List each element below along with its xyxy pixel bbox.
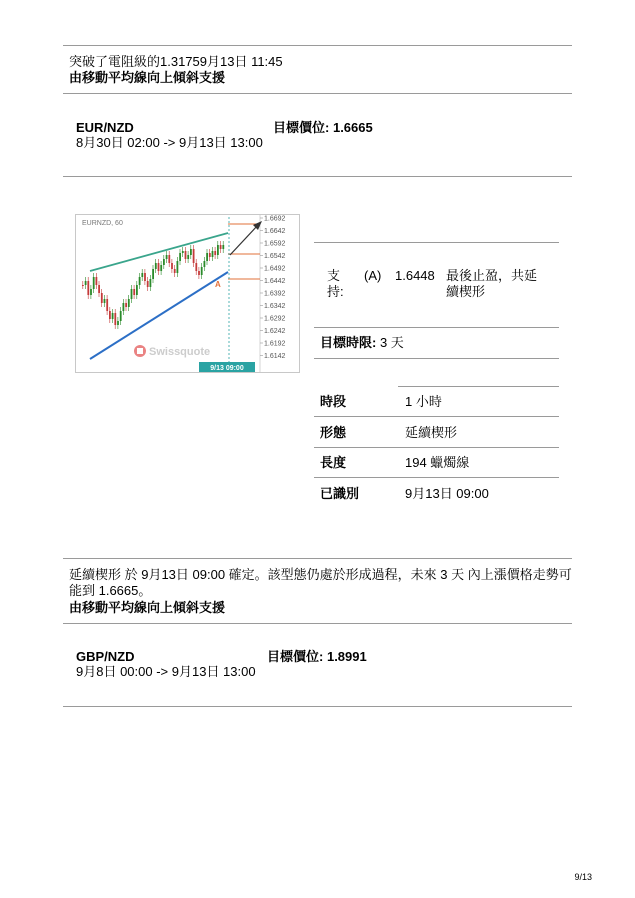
divider <box>63 558 572 559</box>
y-tick-label: 1.6492 <box>264 265 286 273</box>
candle-body <box>96 277 98 285</box>
target-price <box>267 649 367 665</box>
support-value: 1.6448 <box>395 268 435 283</box>
info-row-value: 延續楔形 <box>405 424 458 440</box>
candle-body <box>123 303 125 311</box>
candle-body <box>160 265 162 271</box>
candle-body <box>106 299 108 311</box>
candle-body <box>152 269 154 279</box>
target-price-value: 1.8991 <box>326 649 367 664</box>
point-a-label: A <box>215 280 221 289</box>
support-note-line1: 最後止盈，共延 <box>446 268 538 283</box>
candle-body <box>179 253 181 261</box>
info-row-label: 長度 <box>320 455 347 470</box>
date-range: 8月30日 02:00 -> 9月13日 13:00 <box>76 135 263 150</box>
divider <box>63 706 572 707</box>
price-chart <box>75 214 300 373</box>
candle-body <box>128 299 130 307</box>
page-number: 9/13 <box>574 872 592 882</box>
swissquote-logo <box>134 345 210 358</box>
candle-body <box>82 285 84 286</box>
candle-body <box>214 251 216 255</box>
candle-body <box>222 245 224 249</box>
candle-body <box>87 281 89 295</box>
candle-body <box>112 313 114 319</box>
candle-body <box>168 255 170 263</box>
candle-body <box>198 271 200 275</box>
divider <box>314 327 559 328</box>
target-period <box>320 335 404 351</box>
y-tick-label: 1.6242 <box>264 328 286 335</box>
candle-body <box>109 311 111 319</box>
candle-body <box>201 267 203 275</box>
divider <box>314 358 559 359</box>
divider <box>314 416 559 417</box>
candle-body <box>187 255 189 259</box>
candle-body <box>171 263 173 269</box>
candle-body <box>98 285 100 293</box>
info-row-label: 形態 <box>320 424 347 440</box>
y-tick-label: 1.6292 <box>264 315 286 323</box>
candle-body <box>204 261 206 267</box>
divider <box>63 176 572 177</box>
info-row-value: 9月13日 09:00 <box>405 485 489 501</box>
candle-body <box>139 277 141 285</box>
divider <box>63 45 572 46</box>
candle-body <box>104 299 106 303</box>
support-point: (A) <box>364 268 382 283</box>
support-note-line2: 續楔形 <box>446 284 486 299</box>
candle-body <box>206 253 208 261</box>
candle-body <box>114 313 116 325</box>
candle-body <box>193 249 195 263</box>
chart-svg <box>76 215 299 372</box>
info-row-value: 1 小時 <box>405 394 442 409</box>
candle-body <box>166 255 168 259</box>
chart-symbol-label: EURNZD, 60 <box>82 220 123 227</box>
candle-body <box>120 311 122 321</box>
divider <box>398 386 559 387</box>
target-arrow <box>230 225 258 255</box>
candle-body <box>212 251 214 257</box>
candle-body <box>155 263 157 269</box>
target-price-label: 目標價位: <box>267 649 324 664</box>
candle-body <box>150 279 152 287</box>
candle-body <box>158 263 160 271</box>
candle-body <box>185 251 187 259</box>
target-period-value: 3 天 <box>379 335 404 350</box>
candle-body <box>136 285 138 295</box>
divider <box>63 93 572 94</box>
description-line1: 延續楔形 於 9月13日 09:00 確定。該型態仍處於形成過程，未來 3 天 內上漲價格走勢可 <box>69 567 572 582</box>
divider <box>314 447 559 448</box>
info-row-label: 時段 <box>320 394 347 409</box>
candle-body <box>209 253 211 257</box>
pair-name: EUR/NZD <box>76 120 134 135</box>
divider <box>314 242 559 243</box>
divider <box>314 477 559 478</box>
candle-body <box>174 269 176 273</box>
support-note <box>446 268 537 300</box>
candle-body <box>190 249 192 255</box>
y-tick-label: 1.6692 <box>264 215 286 223</box>
candle-body <box>85 281 87 285</box>
candle-body <box>117 321 119 325</box>
y-tick-label: 1.6542 <box>264 253 286 260</box>
target-price-value: 1.6665 <box>332 120 373 135</box>
date-range: 9月8日 00:00 -> 9月13日 13:00 <box>76 664 256 679</box>
divider <box>63 623 572 624</box>
candle-body <box>144 273 146 281</box>
candle-body <box>163 259 165 265</box>
y-tick-label: 1.6142 <box>264 353 286 360</box>
support-label-line2: 持: <box>327 284 344 299</box>
target-price <box>273 120 373 136</box>
info-row-label: 已識別 <box>320 485 360 501</box>
y-tick-label: 1.6192 <box>264 340 286 348</box>
intro-line: 突破了電阻級的1.31759月13日 11:45 <box>69 54 283 69</box>
pair-name: GBP/NZD <box>76 649 135 664</box>
candle-body <box>217 245 219 255</box>
candle-body <box>147 281 149 287</box>
target-price-label: 目標價位: <box>273 120 330 135</box>
candle-body <box>93 277 95 289</box>
support-label <box>327 268 344 300</box>
description-line2: 能到 1.6665。 <box>69 583 152 598</box>
section-subtitle: 由移動平均線向上傾斜支援 <box>69 70 226 85</box>
section-subtitle: 由移動平均線向上傾斜支援 <box>69 600 226 615</box>
time-marker-label: 9/13 09:00 <box>210 365 244 372</box>
candle-body <box>101 293 103 303</box>
candle-body <box>90 289 92 295</box>
info-row-value: 194 蠟燭線 <box>405 455 470 470</box>
target-period-label: 目標時限: <box>320 335 377 350</box>
y-tick-label: 1.6342 <box>264 303 286 310</box>
y-tick-label: 1.6642 <box>264 228 286 235</box>
y-tick-label: 1.6592 <box>264 240 286 248</box>
support-label-line1: 支 <box>327 268 341 283</box>
candle-body <box>133 289 135 295</box>
candle-body <box>131 289 133 299</box>
y-tick-label: 1.6442 <box>264 278 286 285</box>
brand-watermark: Swissquote <box>149 346 211 358</box>
candle-body <box>182 251 184 253</box>
candle-body <box>125 303 127 307</box>
y-axis-ticks <box>260 216 286 361</box>
candle-body <box>177 261 179 273</box>
candle-body <box>195 263 197 271</box>
y-tick-label: 1.6392 <box>264 290 286 298</box>
candle-body <box>141 273 143 277</box>
candle-body <box>220 245 222 249</box>
